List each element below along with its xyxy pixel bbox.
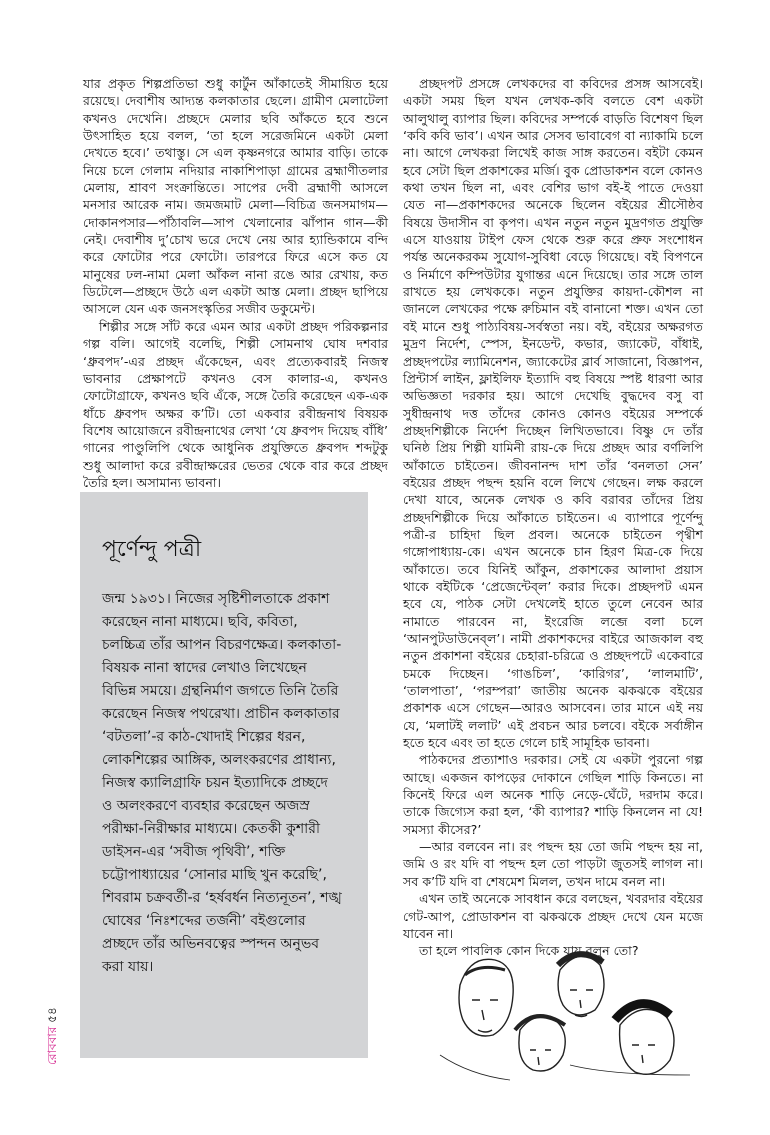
page-footer — [44, 1007, 64, 1065]
paragraph: —আর বলবেন না। রং পছন্দ হয় তো জমি পছন্দ হয় না, জমি ও রং যদি বা পছন্দ হল তো পাড়টা জুতসই লাগল না। সব ক’টি যদি বা শেষমেশ মিলল, তখন দামে বনল না। — [403, 839, 703, 889]
sketch-illustration-faces — [420, 915, 705, 1090]
right-column — [403, 75, 703, 960]
magazine-name: রোববার — [45, 1026, 59, 1065]
page-number: ৫৪ — [45, 1007, 59, 1023]
left-column — [83, 75, 388, 491]
paragraph: পাঠকদের প্রত্যাশাও দরকার। সেই যে একটা পুরনো গল্প আছে। একজন কাপড়ের দোকানে গেছিল শাড়ি কিনতে। না কিনেই ফিরে এল অনেক শাড়ি নেড়ে-ঘেঁটে, দরদাম করে। তাকে জিগ্যেস করা হল, ‘কী ব্যাপার? শাড়ি কিনলেন না যে! সমস্যা কীসের?’ — [403, 752, 703, 837]
bio-sidebar-box — [80, 492, 368, 1058]
paragraph: এখন তাই অনেকে সাবধান করে বলছেন, খবরদার বইয়ের গেট-আপ, প্রোডাকশন বা ঝকঝকে প্রচ্ছদ দেখে যেন মজে যাবেন না। — [403, 891, 703, 941]
paragraph: প্রচ্ছদপট প্রসঙ্গে লেখকদের বা কবিদের প্রসঙ্গ আসবেই। একটা সময় ছিল যখন লেখক-কবি বলতে বেশ একটা আলুথালু ব্যাপার ছিল। কবিদের সম্পর্কে বাড়তি বিশেষণ ছিল ‘কবি কবি ভাব’। এখন আর সেসব ভাবাবেগ বা ন্যাকামি চলে না। আগে লেখকরা লিখেই কাজ সাঙ্গ করতেন। বইটা কেমন হবে সেটা ছিল প্রকাশকের মর্জি। বুক প্রোডাকশন বলে কোনও কথা তখন ছিল না, এবং বেশির ভাগ বই-ই পাতে দেওয়া যেত না—প্রকাশকদের অনেকে ছিলেন বইয়ের শ্রীসৌষ্ঠব বিষয়ে উদাসীন বা কৃপণ। এখন নতুন নতুন মুদ্রণগত প্রযুক্তি এসে যাওয়ায় টাইপ ফেস থেকে শুরু করে প্রুফ সংশোধন পর্যন্ত অনেকরকম সুযোগ-সুবিধা বেড়ে গিয়েছে। বই বিপণনে ও নির্মাণে কম্পিউটার যুগান্তর এনে দিয়েছে। তার সঙ্গে তাল রাখতে হয় লেখককে। নতুন প্রযুক্তির কায়দা-কৌশল না জানলে লেখকের পক্ষে রুচিমান বই বানানো শক্ত। এখন তো বই মানে শুধু পাঠ্যবিষয়-সর্বস্বতা নয়। বই, বইয়ের অক্ষরগত মুদ্রণ নির্দেশ, স্পেস, ইনডেন্ট, কভার, জ্যাকেট, বাঁধাই, প্রচ্ছদপটের ল্যামিনেশন, জ্যাকেটের ব্লার্ব সাজানো, বিজ্ঞাপন, প্রিন্টার্স লাইন, ফ্লাইলিফ ইত্যাদি বহু বিষয়ে স্পষ্ট ধারণা আর অভিজ্ঞতা দরকার হয়। আগে দেখেছি বুদ্ধদেব বসু বা সুধীন্দ্রনাথ দত্ত তাঁদের কোনও কোনও বইয়ের সম্পর্কে প্রচ্ছদশিল্পীকে নির্দেশ দিচ্ছেন লিখিতভাবে। বিষ্ণু দে তাঁর ঘনিষ্ঠ প্রিয় শিল্পী যামিনী রায়-কে দিয়ে প্রচ্ছদ আর বর্ণলিপি আঁকাতে চাইতেন। জীবনানন্দ দাশ তাঁর ‘বনলতা সেন’ বইয়ের প্রচ্ছদ পছন্দ হয়নি বলে লিখে গেছেন। লক্ষ করলে দেখা যাবে, অনেক লেখক ও কবি বরাবর তাঁদের প্রিয় প্রচ্ছদশিল্পীকে দিয়ে আঁকাতে চাইতেন। এ ব্যাপারে পূর্ণেন্দু পত্রী-র চাহিদা ছিল প্রবল। অনেকে চাইতেন পৃথ্বীশ গঙ্গোপাধ্যায়-কে। এখন অনেকে চান হিরণ মিত্র-কে দিয়ে আঁকাতে। তবে যিনিই আঁকুন, প্রকাশকের আলাদা প্রয়াস থাকে বইটিকে ‘প্রেজেন্টেব্‌ল’ করার দিকে। প্রচ্ছদপট এমন হবে যে, পাঠক সেটা দেখলেই হাতে তুলে নেবেন আর নামাতে পারবেন না, ইংরেজি লব্জে বলা চলে ‘আনপুটডাউনেব্‌ল’। নামী প্রকাশকদের বাইরে আজকাল বহু নতুন প্রকাশনা বইয়ের চেহারা-চরিত্রে ও প্রচ্ছদপটে একেবারে চমকে দিচ্ছেন। ‘গাঙচিল’, ‘কারিগর’, ‘লালমাটি’, ‘তালপাতা’, ‘পরম্পরা’ জাতীয় অনেক ঝকঝকে বইয়ের প্রকাশক এসে গেছেন—আরও আসবেন। তার মানে এই নয় যে, ‘মলাটই ললাট’ এই প্রবচন আর চলবে। বইকে সর্বাঙ্গীন হতে হবে এবং তা হতে গেলে চাই সামূহিক ভাবনা। — [403, 76, 703, 751]
bio-text: জন্ম ১৯৩১। নিজের সৃষ্টিশীলতাকে প্রকাশ করেছেন নানা মাধ্যমে। ছবি, কবিতা, চলচ্চিত্র তাঁর আপন বিচরণক্ষেত্র। কলকাতা-বিষয়ক নানা স্বাদের লেখাও লিখেছেন বিভিন্ন সময়ে। গ্রন্থনির্মাণ জগতে তিনি তৈরি করেছেন নিজস্ব পথরেখা। প্রাচীন কলকাতার ‘বটতলা’-র কাঠ-খোদাই শিল্পের ধরন, লোকশিল্পের আঙ্গিক, অলংকরণের প্রাধান্য, নিজস্ব ক্যালিগ্রাফি চয়ন ইত্যাদিকে প্রচ্ছদে ও অলংকরণে ব্যবহার করেছেন অজস্র পরীক্ষা-নিরীক্ষার মাধ্যমে। কেতকী কুশারী ডাইসন-এর ‘সবীজ পৃথিবী’, শক্তি চট্টোপাধ্যায়ের ‘সোনার মাছি খুন করেছি’, শিবরাম চক্রবর্তী-র ‘হর্ষবর্ধন নিত্যনূতন’, শঙ্খ ঘোষের ‘নিঃশব্দের তর্জনী’ বইগুলোর প্রচ্ছদে তাঁর অভিনবত্বের স্পন্দন অনুভব করা যায়। — [102, 591, 342, 975]
paragraph: তা হলে পাবলিক কোন দিকে যায় বলুন তো? — [419, 943, 639, 959]
paragraph: যার প্রকৃত শিল্পপ্রতিভা শুধু কার্টুন আঁকাতেই সীমায়িত হয়ে রয়েছে। দেবাশীষ আদ্যন্ত কলকাতার ছেলে। গ্রামীণ মেলাটেলা কখনও দেখেনি। প্রচ্ছদে মেলার ছবি আঁকতে হবে শুনে উৎসাহিত হয়ে বলল, ‘তা হলে সরেজমিনে একটা মেলা দেখতে হবে।’ তথাস্তু। সে এল কৃষ্ণনগরে আমার বাড়ি। তাকে নিয়ে চলে গেলাম নদিয়ার নাকাশিপাড়া গ্রামের ব্রহ্মাণীতলার মেলায়, শ্রাবণ সংক্রান্তিতে। সাপের দেবী ব্রহ্মাণী আসলে মনসার আরেক নাম। জমজমাট মেলা—বিচিত্র জনসমাগম— দোকানপসার—পাঁঠাবলি—সাপ খেলানোর ঝাঁপান গান—কী নেই। দেবাশীষ দু’চোখ ভরে দেখে নেয় আর হ্যান্ডিকামে বন্দি করে ফোটোর পরে ফোটো। তারপরে ফিরে এসে কত যে মানুষের ঢল-নামা মেলা আঁকল নানা রঙে আর রেখায়, কত ডিটেলে—প্রচ্ছদে উঠে এল একটা আস্ত মেলা। প্রচ্ছদ ছাপিয়ে আসলে যেন এক জনসংস্কৃতির সজীব ডকুমেন্ট। — [83, 76, 388, 317]
paragraph: শিল্পীর সঙ্গে সাঁট করে এমন আর একটা প্রচ্ছদ পরিকল্পনার গল্প বলি। আগেই বলেছি, শিল্পী সোমনাথ ঘোষ দশবার ‘ধ্রুবপদ’-এর প্রচ্ছদ এঁকেছেন, এবং প্রত্যেকবারই নিজস্ব ভাবনার প্রেক্ষাপটে কখনও বেস কালার-এ, কখনও ফোটোগ্রাফে, কখনও ছবি এঁকে, সঙ্গে তৈরি করেছেন এক-এক ধাঁচে ধ্রুবপদ অক্ষর ক’টি। তো একবার রবীন্দ্রনাথ বিষয়ক বিশেষ আয়োজনে রবীন্দ্রনাথের লেখা ‘যে ধ্রুবপদ দিয়েছ বাঁধি’ গানের পাণ্ডুলিপি থেকে আধুনিক প্রযুক্তিতে ধ্রুবপদ শব্দটুকু শুধু আলাদা করে রবীন্দ্রাক্ষরের ভেতর থেকে বার করে প্রচ্ছদ তৈরি হল। অসামান্য ভাবনা। — [83, 318, 388, 490]
bio-title: পূর্ণেন্দু পত্রী — [102, 537, 202, 562]
